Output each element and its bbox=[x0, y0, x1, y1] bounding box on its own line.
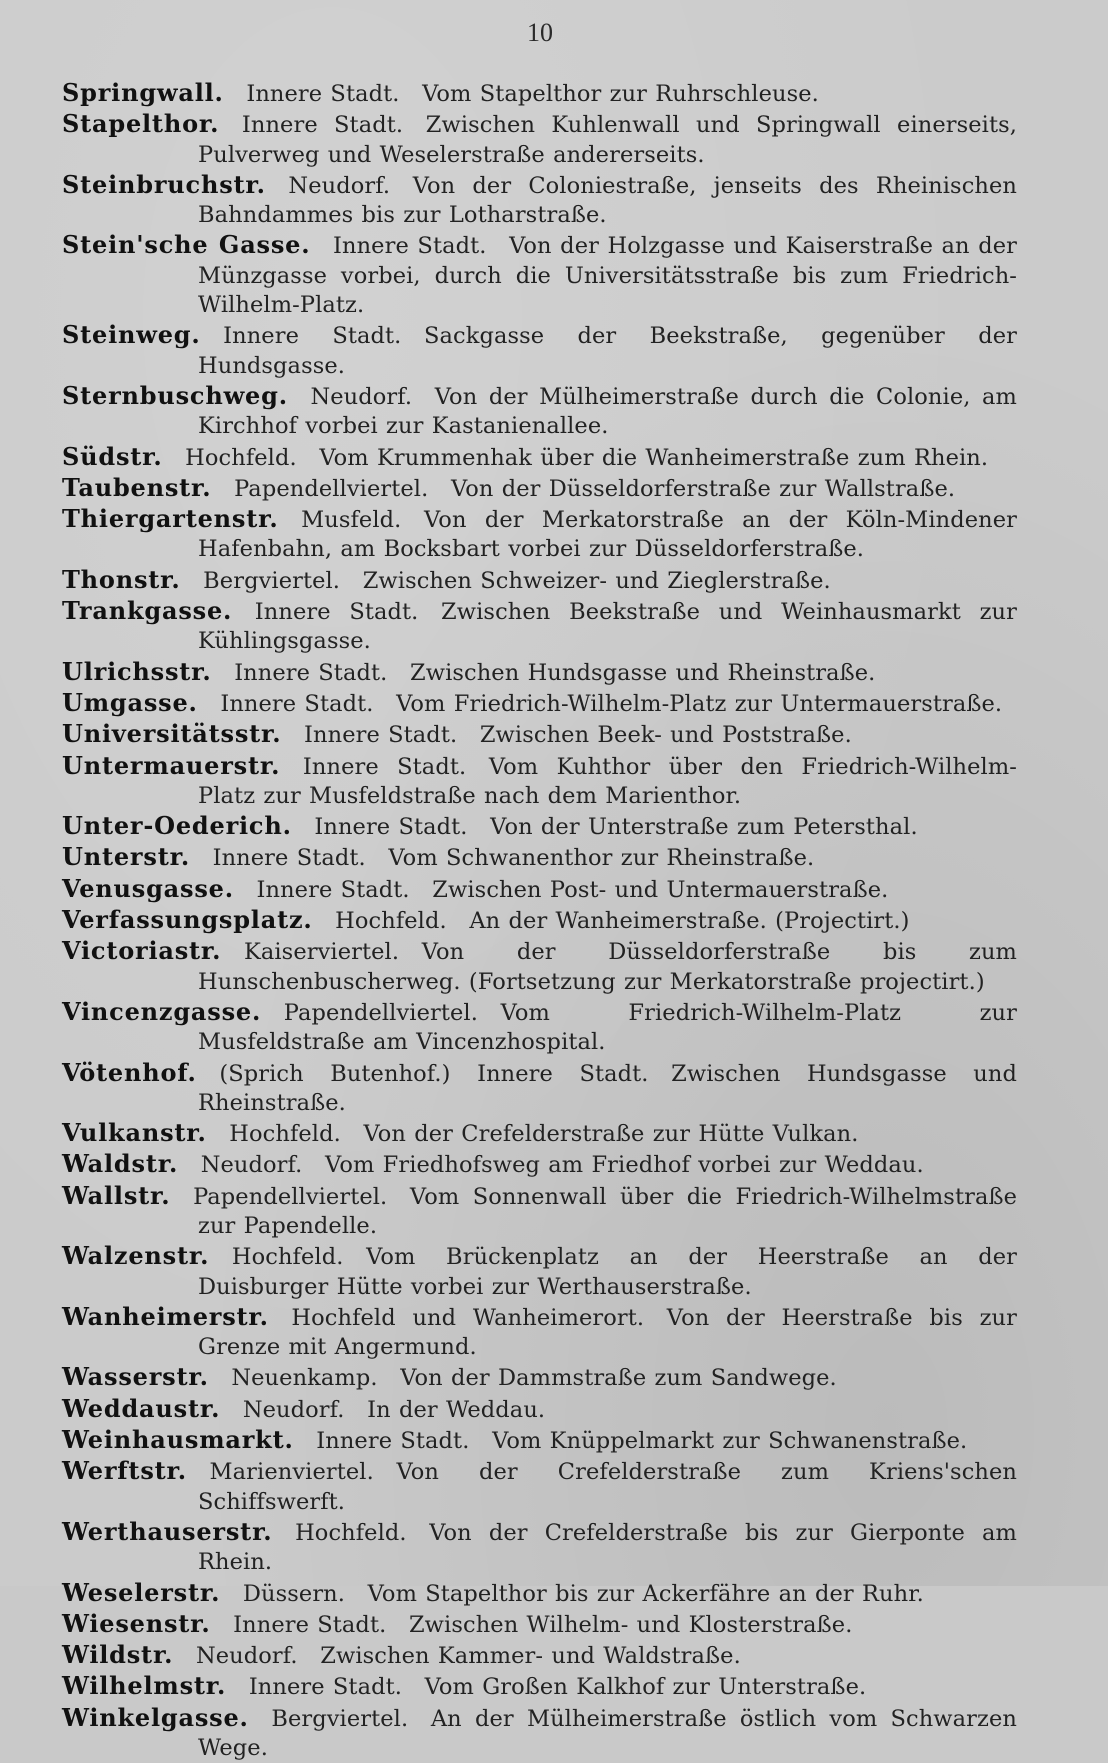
street-district: Innere Stadt. bbox=[304, 722, 458, 749]
street-entry bbox=[62, 1181, 1017, 1242]
street-district: Innere Stadt. bbox=[248, 1674, 402, 1701]
street-name: Victoriastr. bbox=[62, 936, 222, 966]
street-name: Wasserstr. bbox=[62, 1362, 209, 1392]
street-description: Vom Großen Kalkhof zur Unterstraße. bbox=[424, 1674, 867, 1701]
street-name: Stapelthor. bbox=[62, 109, 220, 139]
street-district: Innere Stadt. bbox=[223, 323, 402, 350]
street-district: Innere Stadt. bbox=[256, 876, 410, 903]
street-district: Papendellviertel. bbox=[234, 475, 429, 502]
street-entry bbox=[62, 170, 1017, 231]
street-name: Stein'sche Gasse. bbox=[62, 230, 311, 260]
street-entry bbox=[62, 109, 1017, 170]
street-entry bbox=[62, 1671, 1017, 1702]
street-description: Von der Düsseldorferstraße bis zum Hunschenbuscherweg. (Fortsetzung zur Merkatorstraße projectirt.) bbox=[198, 939, 1017, 995]
street-description: Zwischen Kuhlenwall und Springwall einerseits, Pulverweg und Weselerstraße andererseits. bbox=[198, 112, 1018, 168]
street-entry bbox=[62, 1703, 1017, 1763]
street-entry bbox=[62, 842, 1017, 873]
street-description: An der Mülheimerstraße östlich vom Schwarzen Wege. bbox=[198, 1705, 1017, 1762]
street-name: Sternbuschweg. bbox=[62, 380, 288, 410]
street-description: Sackgasse der Beekstraße, gegenüber der Hundsgasse. bbox=[198, 323, 1017, 379]
street-district: Hochfeld. bbox=[229, 1121, 341, 1148]
street-district: Innere Stadt. bbox=[220, 690, 374, 717]
street-entry bbox=[62, 565, 1017, 596]
street-description: Von der Crefelderstraße zur Hütte Vulkan. bbox=[363, 1121, 859, 1148]
street-district: Innere Stadt. bbox=[314, 814, 468, 841]
street-district: Neudorf. bbox=[200, 1152, 303, 1179]
street-description: In der Weddau. bbox=[367, 1396, 546, 1423]
street-description: Zwischen Hundsgasse und Rheinstraße. bbox=[409, 659, 876, 686]
street-name: Trankgasse. bbox=[62, 596, 233, 626]
street-district: Hochfeld und Wanheimerort. bbox=[291, 1304, 645, 1331]
street-name: Vötenhof. bbox=[62, 1057, 197, 1087]
street-name: Untermauerstr. bbox=[62, 750, 281, 780]
street-name: Ulrichsstr. bbox=[62, 656, 212, 686]
street-name: Unter-Oederich. bbox=[62, 811, 292, 841]
street-entry bbox=[62, 997, 1017, 1058]
street-entry bbox=[62, 1118, 1017, 1149]
street-name: Wanheimerstr. bbox=[62, 1301, 269, 1331]
street-district: Bergviertel. bbox=[271, 1705, 409, 1732]
street-name: Walzenstr. bbox=[62, 1241, 210, 1271]
street-name: Südstr. bbox=[62, 441, 163, 471]
street-description: Von der Merkatorstraße an der Köln-Mindener Hafenbahn, am Bocksbart vorbei zur Düsseldorferstraße. bbox=[198, 507, 1017, 563]
street-district: Papendellviertel. bbox=[283, 999, 478, 1026]
street-name: Waldstr. bbox=[62, 1149, 179, 1179]
street-district: Hochfeld. bbox=[295, 1519, 407, 1546]
street-entry bbox=[62, 1456, 1017, 1517]
street-district: Marienviertel. bbox=[209, 1459, 374, 1486]
street-description: An der Wanheimerstraße. (Projectirt.) bbox=[469, 908, 910, 935]
street-name: Wilhelmstr. bbox=[62, 1671, 227, 1701]
street-entry bbox=[62, 751, 1017, 812]
street-entry bbox=[62, 1578, 1017, 1609]
street-district: Innere Stadt. bbox=[302, 753, 467, 780]
street-district: Neudorf. bbox=[288, 172, 391, 199]
street-name: Steinbruchstr. bbox=[62, 169, 266, 199]
street-entry bbox=[62, 1058, 1017, 1119]
street-entry bbox=[62, 1302, 1017, 1363]
street-description: Von der Crefelderstraße bis zur Gierponte am Rhein. bbox=[198, 1519, 1017, 1576]
street-district: Innere Stadt. bbox=[212, 845, 366, 872]
street-entry bbox=[62, 688, 1017, 719]
street-district: Innere Stadt. bbox=[333, 233, 487, 260]
street-name: Taubenstr. bbox=[62, 472, 212, 502]
street-description: Von der Dammstraße zum Sandwege. bbox=[400, 1365, 837, 1392]
street-description: Vom Sonnenwall über die Friedrich-Wilhelmstraße zur Papendelle. bbox=[198, 1183, 1017, 1239]
street-name: Wiesenstr. bbox=[62, 1608, 211, 1638]
street-entry bbox=[62, 719, 1017, 750]
street-description: Vom Knüppelmarkt zur Schwanenstraße. bbox=[492, 1428, 968, 1455]
street-description: Zwischen Post- und Untermauerstraße. bbox=[432, 876, 889, 903]
street-name: Weselerstr. bbox=[62, 1577, 221, 1607]
street-district: Innere Stadt. bbox=[233, 1611, 387, 1638]
street-name: Universitätsstr. bbox=[62, 719, 282, 749]
street-description: Vom Friedhofsweg am Friedhof vorbei zur Weddau. bbox=[325, 1152, 924, 1179]
street-entry bbox=[62, 473, 1017, 504]
street-district: Innere Stadt. bbox=[316, 1428, 470, 1455]
street-description: Von der Coloniestraße, jenseits des Rheinischen Bahndammes bis zur Lotharstraße. bbox=[198, 172, 1017, 229]
street-district: (Sprich Butenhof.) Innere Stadt. bbox=[219, 1060, 649, 1087]
street-district: Musfeld. bbox=[301, 507, 402, 534]
street-entry bbox=[62, 504, 1017, 565]
street-entry bbox=[62, 1640, 1017, 1671]
street-entry bbox=[62, 596, 1017, 657]
street-district: Hochfeld. bbox=[335, 908, 447, 935]
street-description: Vom Kuhthor über den Friedrich-Wilhelm-Platz zur Musfeldstraße nach dem Marienthor. bbox=[198, 753, 1017, 809]
street-description: Von der Unterstraße zum Petersthal. bbox=[490, 814, 918, 841]
street-entry bbox=[62, 1362, 1017, 1393]
street-entry bbox=[62, 657, 1017, 688]
street-name: Winkelgasse. bbox=[62, 1702, 249, 1732]
street-district: Neudorf. bbox=[310, 383, 413, 410]
street-entry bbox=[62, 320, 1017, 381]
street-entry bbox=[62, 442, 1017, 473]
street-district: Bergviertel. bbox=[203, 567, 341, 594]
street-description: Vom Krummenhak über die Wanheimerstraße zum Rhein. bbox=[319, 444, 989, 471]
street-name: Vincenzgasse. bbox=[62, 996, 262, 1026]
page-number: 10 bbox=[527, 18, 553, 47]
street-description: Zwischen Beek- und Poststraße. bbox=[479, 722, 852, 749]
street-name: Thiergartenstr. bbox=[62, 504, 279, 534]
street-name: Wallstr. bbox=[62, 1180, 171, 1210]
street-name: Werthauserstr. bbox=[62, 1516, 273, 1546]
street-description: Von der Holzgasse und Kaiserstraße an der Münzgasse vorbei, durch die Universitätsstraße bis zum Friedrich-Wilhelm-Platz. bbox=[198, 233, 1017, 319]
street-description: Von der Düsseldorferstraße zur Wallstraße. bbox=[450, 475, 956, 502]
street-description: Vom Brückenplatz an der Heerstraße an der Duisburger Hütte vorbei zur Werthauserstraße. bbox=[198, 1244, 1017, 1300]
street-description: Zwischen Beekstraße und Weinhausmarkt zur Kühlingsgasse. bbox=[198, 599, 1017, 655]
street-entry bbox=[62, 1425, 1017, 1456]
street-district: Neudorf. bbox=[242, 1396, 345, 1423]
street-description: Zwischen Hundsgasse und Rheinstraße. bbox=[198, 1060, 1017, 1116]
street-district: Innere Stadt. bbox=[254, 599, 419, 626]
street-description: Von der Mülheimerstraße durch die Colonie, am Kirchhof vorbei zur Kastanienallee. bbox=[198, 383, 1017, 440]
street-description: Vom Friedrich-Wilhelm-Platz zur Musfeldstraße am Vincenzhospital. bbox=[198, 999, 1017, 1056]
street-name: Weinhausmarkt. bbox=[62, 1425, 294, 1455]
street-name: Unterstr. bbox=[62, 842, 190, 872]
street-directory-list bbox=[62, 78, 1017, 1763]
street-entry bbox=[62, 936, 1017, 997]
street-description: Vom Friedrich-Wilhelm-Platz zur Untermauerstraße. bbox=[396, 690, 1003, 717]
street-entry bbox=[62, 1517, 1017, 1578]
street-entry bbox=[62, 874, 1017, 905]
street-description: Vom Schwanenthor zur Rheinstraße. bbox=[388, 845, 815, 872]
street-name: Springwall. bbox=[62, 78, 224, 107]
street-name: Verfassungsplatz. bbox=[62, 905, 313, 935]
street-name: Vulkanstr. bbox=[62, 1118, 207, 1148]
street-name: Wildstr. bbox=[62, 1640, 174, 1670]
street-description: Zwischen Schweizer- und Zieglerstraße. bbox=[362, 567, 831, 594]
street-district: Papendellviertel. bbox=[193, 1183, 388, 1210]
street-district: Innere Stadt. bbox=[241, 112, 404, 139]
street-name: Steinweg. bbox=[62, 320, 201, 350]
street-entry bbox=[62, 381, 1017, 442]
street-district: Innere Stadt. bbox=[246, 81, 400, 107]
street-district: Düssern. bbox=[242, 1580, 346, 1607]
street-description: Zwischen Kammer- und Waldstraße. bbox=[320, 1643, 741, 1670]
street-name: Venusgasse. bbox=[62, 873, 234, 903]
street-name: Weddaustr. bbox=[62, 1393, 221, 1423]
street-description: Vom Stapelthor zur Ruhrschleuse. bbox=[422, 81, 819, 107]
street-name: Umgasse. bbox=[62, 687, 198, 717]
street-entry bbox=[62, 230, 1017, 320]
street-entry bbox=[62, 1609, 1017, 1640]
street-description: Von der Crefelderstraße zum Kriens'schen Schiffswerft. bbox=[198, 1459, 1017, 1515]
street-district: Neudorf. bbox=[195, 1643, 298, 1670]
street-entry bbox=[62, 78, 1017, 109]
street-name: Werftstr. bbox=[62, 1456, 187, 1486]
street-district: Neuenkamp. bbox=[231, 1365, 378, 1392]
street-district: Hochfeld. bbox=[231, 1244, 344, 1271]
street-entry bbox=[62, 1394, 1017, 1425]
street-name: Thonstr. bbox=[62, 564, 181, 594]
street-entry bbox=[62, 811, 1017, 842]
street-entry bbox=[62, 1149, 1017, 1180]
street-description: Von der Heerstraße bis zur Grenze mit Angermund. bbox=[198, 1304, 1017, 1361]
street-district: Innere Stadt. bbox=[234, 659, 388, 686]
street-entry bbox=[62, 905, 1017, 936]
street-district: Hochfeld. bbox=[185, 444, 297, 471]
street-entry bbox=[62, 1241, 1017, 1302]
street-district: Kaiserviertel. bbox=[243, 939, 400, 966]
street-description: Vom Stapelthor bis zur Ackerfähre an der Ruhr. bbox=[367, 1580, 924, 1607]
street-description: Zwischen Wilhelm- und Klosterstraße. bbox=[408, 1611, 853, 1638]
